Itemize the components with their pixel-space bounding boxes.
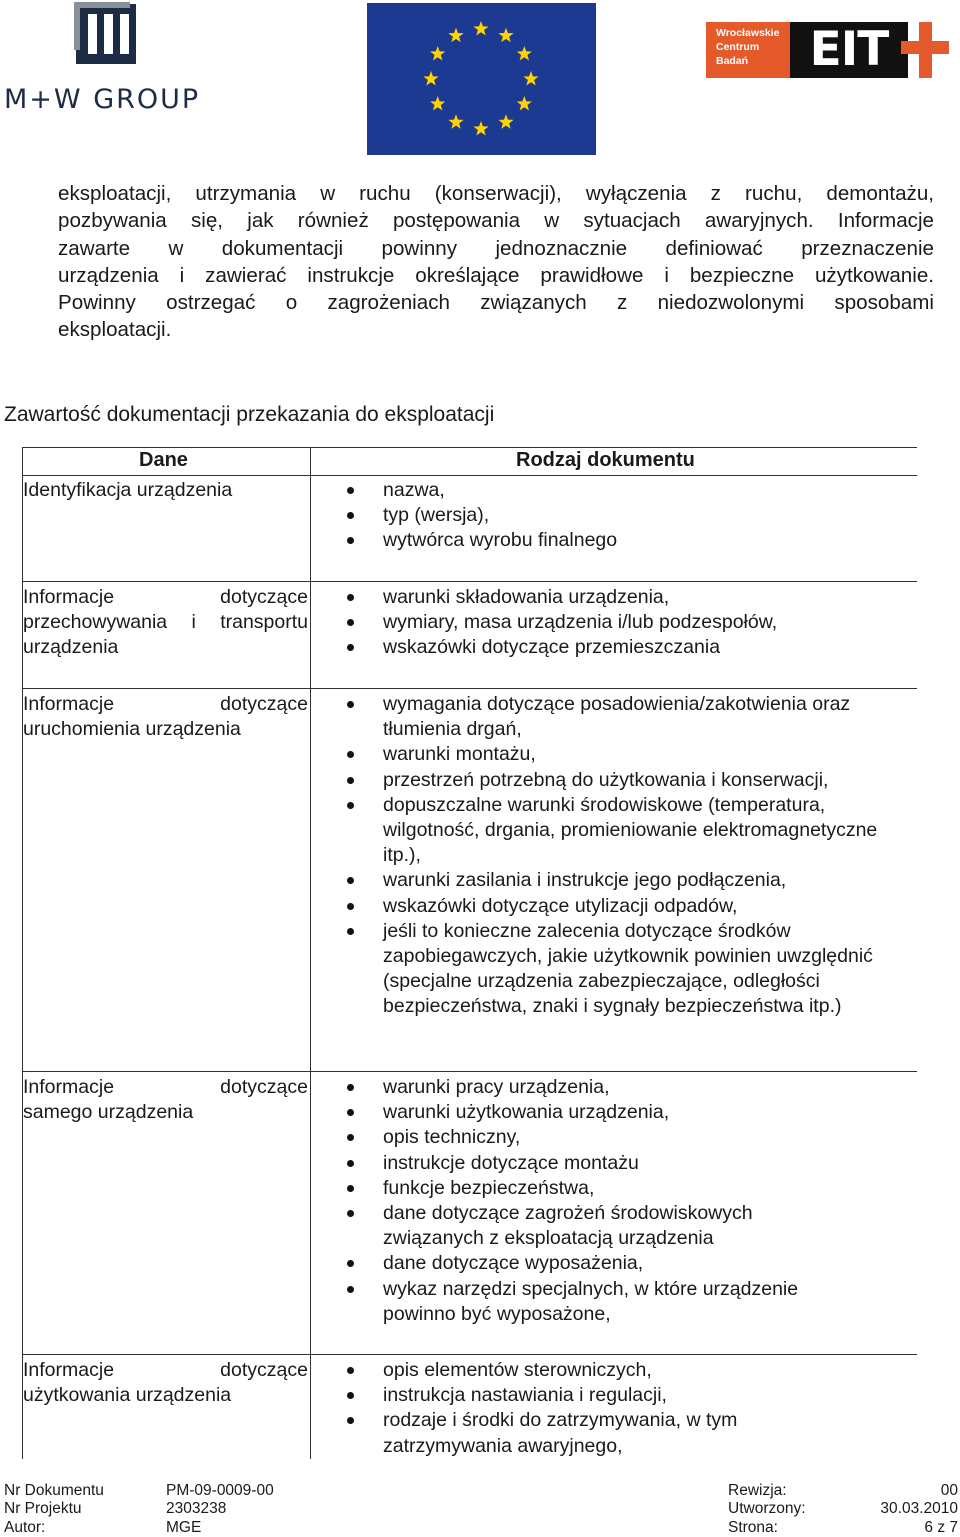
intro-paragraph [58,180,934,344]
eu-star-icon [473,21,488,35]
list-item: instrukcje dotyczące montażu [345,1151,845,1176]
eu-star-icon [448,28,463,42]
list-item: warunki użytkowania urządzenia, [345,1100,845,1125]
footer-autor-value: MGE [166,1519,202,1536]
list-item: wskazówki dotyczące przemieszczania [345,635,915,660]
list-item: warunki składowania urządzenia, [345,585,915,610]
eit-plus-logo [706,22,948,80]
list-item: dopuszczalne warunki środowiskowe (temperatura, wilgotność, drgania, promieniowanie elektromagnetyczne itp.), [345,793,880,869]
eu-star-icon [517,46,532,60]
row-items-przechowywanie [345,585,915,661]
mw-logo-mark [76,4,148,64]
row-items-uzytkowanie [345,1358,785,1459]
list-item: dane dotyczące wyposażenia, [345,1251,845,1276]
list-item: warunki zasilania i instrukcje jego podłączenia, [345,868,880,893]
list-item: opis techniczny, [345,1125,845,1150]
footer-rewizja-label: Rewizja: [728,1482,787,1499]
eu-star-icon [498,114,513,128]
list-item: typ (wersja), [345,503,915,528]
list-item: funkcje bezpieczeństwa, [345,1176,845,1201]
intro-line: eksploatacji. [58,318,172,342]
wcb-line-2: Centrum [716,41,760,53]
footer-strona-value: 6 z 7 [924,1519,958,1536]
eit-logo-text: EIT [790,22,908,78]
intro-line: pozbywania się, jak również postępowania w sytuacjach awaryjnych. Informacje [58,209,934,233]
eu-star-icon [430,46,445,60]
eu-star-icon [448,114,463,128]
section-title: Zawartość dokumentacji przekazania do eksploatacji [4,403,495,426]
row-dane-uzytkowanie: Informacje dotyczące użytkowania urządzenia [23,1359,308,1407]
list-item: warunki montażu, [345,742,880,767]
column-header-rodzaj: Rodzaj dokumentu [516,449,695,471]
row-items-samo-urzadzenie [345,1075,845,1327]
row-items-identyfikacja [345,478,915,554]
footer-autor-label: Autor: [4,1519,46,1536]
footer-nr-dokumentu-value: PM-09-0009-00 [166,1482,274,1499]
intro-line: eksploatacji, utrzymania w ruchu (konserwacji), wyłączenia z ruchu, demontażu, [58,182,934,205]
eu-star-icon [430,96,445,110]
footer-rewizja-value: 00 [940,1482,958,1499]
row-dane-identyfikacja: Identyfikacja urządzenia [23,479,233,501]
column-header-dane: Dane [139,449,188,471]
list-item: nazwa, [345,478,915,503]
row-dane-uruchomienie: Informacje dotyczące uruchomienia urządzenia [23,693,308,741]
footer-nr-projektu-label: Nr Projektu [4,1500,82,1517]
footer-nr-dokumentu-label: Nr Dokumentu [4,1482,104,1499]
mw-group-logo [4,4,214,114]
list-item: wymiary, masa urządzenia i/lub podzespołów, [345,610,915,635]
list-item: przestrzeń potrzebną do użytkowania i konserwacji, [345,768,880,793]
list-item: dane dotyczące zagrożeń środowiskowych związanych z eksploatacją urządzenia [345,1201,845,1251]
row-items-uruchomienie [345,692,880,1020]
list-item: opis elementów sterowniczych, [345,1358,785,1383]
list-item: jeśli to konieczne zalecenia dotyczące środków zapobiegawczych, jakie użytkownik powinien uwzględnić (specjalne urządzenia zabezpieczające, odległości bezpieczeństwa, znaki i sygnały bezpieczeństwa itp.) [345,919,880,1020]
eu-star-icon [498,28,513,42]
mw-logo-text: M+W GROUP [4,84,201,115]
footer-strona-label: Strona: [728,1519,778,1536]
wcb-logo-block [706,22,790,78]
eu-star-icon [517,96,532,110]
list-item: instrukcja nastawiania i regulacji, [345,1383,785,1408]
footer-utworzony-value: 30.03.2010 [880,1500,958,1517]
intro-line: Powinny ostrzegać o zagrożeniach związanych z niedozwolonymi sposobami [58,291,934,315]
eu-star-icon [523,71,538,85]
row-dane-przechowywanie: Informacje dotyczące przechowywania i transportu urządzenia [23,586,308,659]
eu-star-icon [423,71,438,85]
eu-star-icon [473,121,488,135]
eu-flag-logo [367,3,596,155]
list-item: warunki pracy urządzenia, [345,1075,845,1100]
wcb-line-1: Wrocławskie [716,27,780,39]
list-item: wymagania dotyczące posadowienia/zakotwienia oraz tłumienia drgań, [345,692,880,742]
row-dane-samo-urzadzenie: Informacje dotyczące samego urządzenia [23,1076,308,1124]
intro-line: urządzenia i zawierać instrukcje określające prawidłowe i bezpieczne użytkowanie. [58,263,934,287]
wcb-line-3: Badań [716,55,749,67]
list-item: wykaz narzędzi specjalnych, w które urządzenie powinno być wyposażone, [345,1277,845,1327]
list-item: wytwórca wyrobu finalnego [345,528,915,553]
footer-nr-projektu-value: 2303238 [166,1500,227,1517]
intro-line: zawarte w dokumentacji powinny jednoznacznie definiować przeznaczenie [58,236,934,260]
list-item: rodzaje i środki do zatrzymywania, w tym zatrzymywania awaryjnego, [345,1408,785,1458]
list-item: wskazówki dotyczące utylizacji odpadów, [345,894,880,919]
footer-utworzony-label: Utworzony: [728,1500,806,1517]
